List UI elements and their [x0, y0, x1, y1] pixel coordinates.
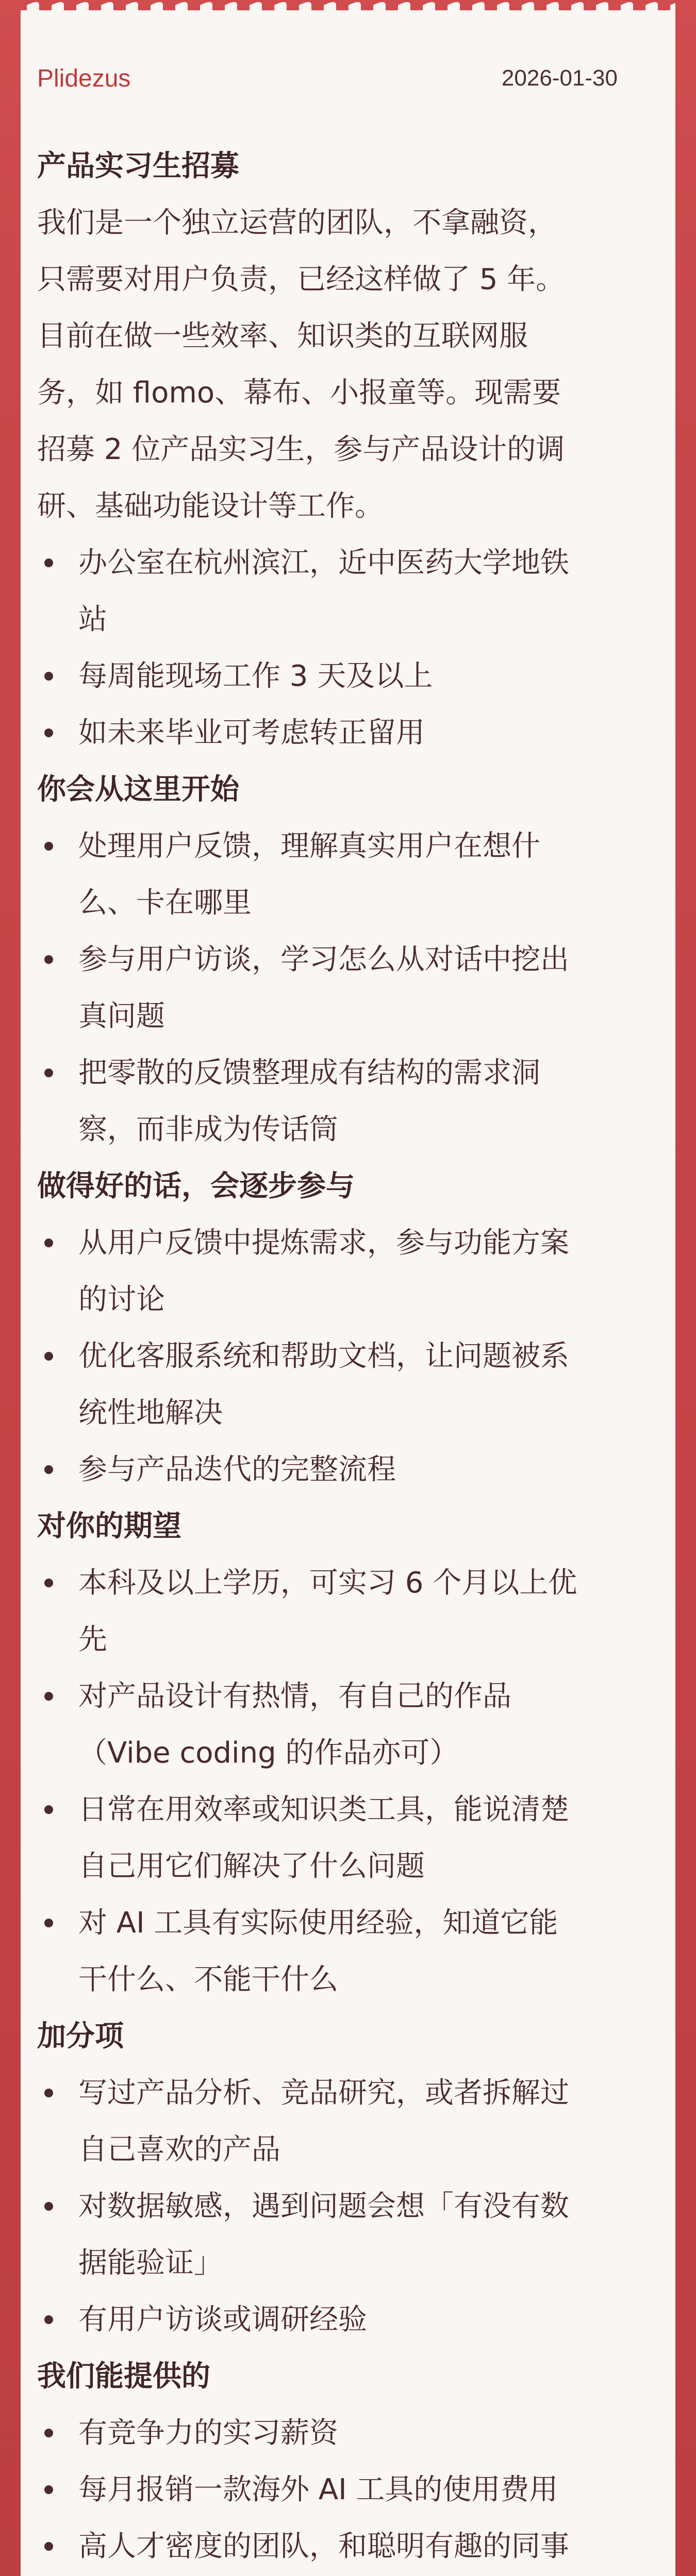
perforation-tab: [497, 2, 509, 10]
expectations-list: [37, 1555, 620, 2008]
intro-line: 招募 2 位产品实习生，参与产品设计的调: [37, 433, 565, 466]
perforation-tab: [101, 2, 113, 10]
list-item: 日常在用效率或知识类工具，能说清楚 自己用它们解决了什么问题: [37, 1782, 620, 1895]
intro-line: 只需要对用户负责，已经这样做了 5 年。: [37, 263, 565, 296]
perforation-tab: [373, 2, 386, 10]
list-item: 处理用户反馈，理解真实用户在想什 么、卡在哪里: [37, 818, 620, 931]
perforation-tab: [349, 2, 361, 10]
list-item: 本科及以上学历，可实习 6 个月以上优 先: [37, 1555, 620, 1668]
memo-header: [37, 63, 618, 94]
perforation-tab: [448, 2, 460, 10]
list-item: 每周能现场工作 3 天及以上: [37, 648, 620, 705]
list-item: 把零散的反馈整理成有结构的需求洞 察，而非成为传话筒: [37, 1045, 620, 1158]
perforation-tab: [596, 2, 608, 10]
perforation-tab: [621, 2, 633, 10]
perforation-tab: [250, 2, 262, 10]
perforation-tab: [324, 2, 336, 10]
perforation-tab: [670, 2, 675, 10]
list-item: 高人才密度的团队，和聪明有趣的同事: [37, 2518, 620, 2576]
section-heading-grow: 做得好的话，会逐步参与: [37, 1170, 355, 1203]
list-item: 如未来毕业可考虑转正留用: [37, 705, 620, 761]
intro-line: 目前在做一些效率、知识类的互联网服: [37, 319, 528, 353]
list-item: 对数据敏感，遇到问题会想「有没有数 据能验证」: [37, 2178, 620, 2292]
perforation-tab: [571, 2, 584, 10]
author-name: Plidezus: [37, 64, 131, 92]
perforation-tab: [175, 2, 188, 10]
perforation-tab: [274, 2, 287, 10]
perforation-tab: [472, 2, 485, 10]
perforation-tab: [76, 2, 89, 10]
list-item: 办公室在杭州滨江，近中医药大学地铁 站: [37, 535, 620, 648]
memo-content: [37, 138, 620, 2576]
list-item: 参与用户访谈，学习怎么从对话中挖出 真问题: [37, 931, 620, 1045]
grow-list: [37, 1215, 620, 1498]
perforation-tab: [126, 2, 138, 10]
list-item: 优化客服系统和帮助文档，让问题被系 统性地解决: [37, 1328, 620, 1442]
list-item: 对产品设计有热情，有自己的作品 （Vibe coding 的作品亦可）: [37, 1668, 620, 1782]
list-item: 参与产品迭代的完整流程: [37, 1442, 620, 1498]
perforation-tab: [200, 2, 212, 10]
section-heading-bonus: 加分项: [37, 2020, 124, 2053]
list-item: 写过产品分析、竞品研究，或者拆解过 自己喜欢的产品: [37, 2065, 620, 2178]
perforation-tab: [522, 2, 534, 10]
intro-line: 我们是一个独立运营的团队，不拿融资，: [37, 206, 557, 240]
perforation-tab: [299, 2, 311, 10]
memo-title: 产品实习生招募: [37, 149, 239, 183]
ticket-perforation-top: [21, 1, 675, 16]
list-item: 有竞争力的实习薪资: [37, 2405, 620, 2462]
intro-line: 务，如 flomo、幕布、小报童等。现需要: [37, 376, 561, 410]
basics-list: [37, 535, 620, 761]
perforation-tab: [645, 2, 658, 10]
intro-line: 研、基础功能设计等工作。: [37, 489, 384, 523]
bonus-list: [37, 2065, 620, 2348]
memo-date: 2026-01-30: [501, 65, 618, 91]
list-item: 有用户访谈或调研经验: [37, 2292, 620, 2348]
perforation-tab: [546, 2, 559, 10]
list-item: 从用户反馈中提炼需求，参与功能方案 的讨论: [37, 1215, 620, 1328]
section-heading-start: 你会从这里开始: [37, 773, 239, 806]
perforation-tab: [52, 2, 64, 10]
start-list: [37, 818, 620, 1158]
list-item: 每月报销一款海外 AI 工具的使用费用: [37, 2462, 620, 2518]
perforation-tab: [423, 2, 435, 10]
section-heading-expectations: 对你的期望: [37, 1510, 181, 1543]
offer-list: [37, 2405, 620, 2576]
section-heading-offer: 我们能提供的: [37, 2360, 210, 2393]
intro-paragraph: [37, 195, 620, 535]
list-item: 对 AI 工具有实际使用经验，知道它能 干什么、不能干什么: [37, 1895, 620, 2008]
perforation-tab: [225, 2, 237, 10]
perforation-tab: [398, 2, 410, 10]
perforation-tab: [27, 2, 39, 10]
perforation-tab: [151, 2, 163, 10]
